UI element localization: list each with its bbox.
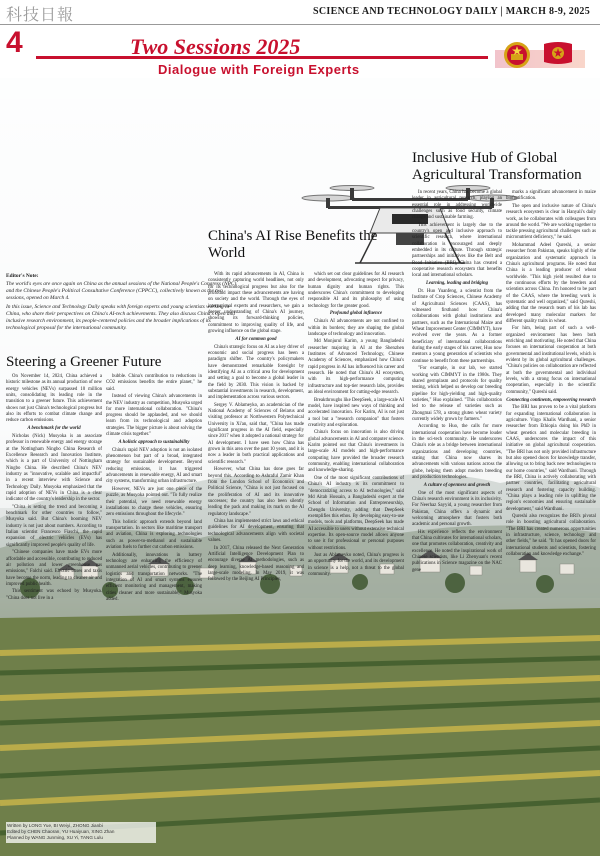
paragraph: However, what China has done goes far beyond this. According to Ashraful Zamir Khan from the London School of Economics and Political Science, "China is not just focused on the proliferation of AI and its innovative successes; the country has also been silently leading the pack and making its mark on the AI regulatory landscape." [208, 467, 304, 517]
paragraph: which set out clear guidelines for AI research and development, advocating respect for privacy, human dignity and human rights. This underscores China's commitment to developing responsible AI and its philosophy of using technology for the greater good. [308, 272, 404, 309]
credit-line: Written by LONG Yue, BI Weiyi, ZHONG Jianbi [7, 823, 103, 828]
publication-line: SCIENCE AND TECHNOLOGY DAILY | MARCH 8-9, 2025 [313, 6, 590, 17]
paragraph: China's focus on innovation is also driving global advancements in AI and computer science. Karim pointed out that China's investments in large-scale AI models and high-performance computing have provided the broader research community, enabling international collaboration and knowledge-sharing. [308, 430, 404, 474]
paragraph: "Chinese companies have made EVs more affordable and accessible, contributing to reduced air pollution and lower greenhouse gas emissions," Falchi said. Electric buses and taxis have become the norm, leading to cleaner air and improved public health. [6, 550, 102, 587]
article-ai-col-2 [308, 272, 404, 580]
subheading: Learning, leading and bridging [425, 281, 489, 287]
paragraph: China has implemented strict laws and ethical guidelines for AI development, ensuring that technological advancements align with societal values. [208, 519, 304, 544]
paragraph: marks a significant advancement in maize biofortification. [506, 190, 596, 202]
editors-note-paragraph: The world's eyes are once again on China as the annual sessions of the National People's Congress (NPC) and the Chinese People's Political Consultative Conference (CPPCC), collectively known as the two sessions, opened on March 4. [6, 281, 237, 302]
headline-china-ai-rise: China's AI Rise Benefits the World [208, 228, 378, 261]
paragraph: Qureshi also recognizes the BRI's pivotal role in boosting agricultural collaboration. "The BRI has created numerous opportunities in infrastructure, science, technology and other fields," he said. "It has opened doors for international students and scientists, fostering collaboration and knowledge exchange." [506, 514, 596, 558]
header-divider [0, 24, 600, 25]
paragraph: The open and inclusive nature of China's research ecosystem is clear in Hanyali's daily work, as he collaborates with colleagues from around the world. "We are working together to tackle pressing agricultural challenges such as micronutrient deficiency," he said. [506, 203, 596, 241]
paragraph: One of the most significant aspects of China's research environment is its inclusivity. For Neerhaz Sayyid, a young researcher from Pakistan, China offers a dynamic and welcoming atmosphere that fosters both academic and personal growth. [412, 490, 502, 528]
article-ai-col-1 [208, 272, 304, 585]
paragraph: China's rapid NEV adoption is not an isolated phenomenon but part of a broad, integrated strategy for sustainable development. Beyond reducing emissions, it has triggered advancements in renewable energy, AI and smart city systems, transforming urban infrastructure. [106, 447, 202, 485]
paragraph: In 2017, China released the Next Generation Artificial Intelligence Development Plan to encourage diverse AI methodologies, such as deep learning, knowledge-based reasoning and large-scale modeling. In May 2019, it was followed by the Beijing AI Principles, [208, 545, 304, 583]
paragraph: Nicholas (Nick) Musyoka is an associate professor in renewable energy and energy storage at the Nottingham Ningbo China Research of Excellence Research and Innovation Institute, which is a part of University of Nottingham Ningbo China. He described China's NEV industry as "innovative, scalable and impactful" in a recent interview with Science and Technology Daily. Musyoka emphasized that the rapid adoption of NEVs in China is a clear indicator of the country's leadership in the sector. [6, 433, 102, 503]
article-hub-col-1 [412, 190, 502, 575]
paragraph: His experience reflects the environment that China cultivates for international scholars, one that promotes collaboration, creativity and excellence. He noted the inspirational work of Chinese scientists, like Li Zhenyuan's recent publications in Science magazine on the NAC gene [412, 529, 502, 573]
article-hub-col-2 [506, 190, 596, 560]
paragraph: This achievement is largely due to the country's open and inclusive approach to scientific research, where international collaboration is encouraged and deeply embedded in its culture. Through strategic partnerships and initiatives like the Belt and Road Initiative (BRI), China has created a cooperative research ecosystem that benefits local and international scholars. [412, 222, 502, 279]
national-emblem-icon [502, 40, 532, 70]
subheading: Connecting continents, empowering research [506, 397, 596, 403]
article-greener-col-1 [6, 374, 102, 603]
paragraph: Additionally, innovations in battery technology are enhancing the efficiency of unmanned aerial vehicles, contributing to greener logistics and transportation networks. "The integration of AI and smart systems ensures efficient monitoring and management, making cities cleaner and more sustainable," Musyoka added. [106, 552, 202, 602]
credit-line: Planned by WANG Junming, XU Yi, TANG Lulu [7, 835, 103, 841]
subheading: AI for common good [235, 336, 277, 342]
paragraph: For him, being part of such a well-organized environment has been both enriching and motivating. He noted that China focuses on international cooperation at both governmental and institutional levels, which is evident by its global agricultural challenges. "China's policies on collaboration are reflected at both the governmental and individual levels, with a strong focus on international cooperation, especially in the scientific community," Qureshi said. [506, 326, 596, 395]
editors-note-label: Editor's Note: [6, 273, 39, 279]
paragraph: Dr. Huo Yuanfeng, a scientist from the Institute of Crop Sciences, Chinese Academy of Agricultural Sciences (CAAS), has witnessed firsthand how China's collaborations with global institutions and partners, such as the International Maize and Wheat Improvement Center (CIMMYT), have evolved over the years. As a former beneficiary of international collaborations during the early stages of his career, Huo now mentors a young generation of scientists who continue to benefit from these partnerships. [412, 289, 502, 364]
editors-note [6, 273, 238, 334]
page-number: 4 [6, 26, 23, 59]
paragraph: One of the most significant contributions of China's AI industry is its commitment to "democratizing access to AI technologies," said Md Aitab Hossain, a Bangladeshi expert at the School of Information and Entrepreneurship, Chengdu University, adding that DeepSeek exemplifies this ethos. By developing easy-to-use models, tools and platforms, DeepSeek has made AI accessible to users without extensive technical expertise. Its open-source model allows anyone to use it for professional or personal purposes without restrictions. [308, 475, 404, 551]
paragraph: Md Monjurul Karim, a young Bangladeshi researcher majoring in AI at the Shenzhen Institutes of Advanced Technology, Chinese Academy of Sciences, emphasized how China's rapid progress in AI has influenced his career and research. He noted that China's AI ecosystem, with its high-performance computing infrastructure and top-tier research labs, provides an ideal environment for cutting-edge research. [308, 339, 404, 396]
subheading: Profound global influence [329, 311, 383, 317]
masthead: 科技日報 [6, 5, 75, 24]
paragraph: China's AI advancements are not confined to within its borders; they are shaping the global landscape of technology and innovation. [308, 319, 404, 337]
paragraph: Mohammad Adeel Qureshi, a senior researcher from Pakistan, speaks highly of the organization and systematic approach in China's agricultural programs. He noted that China is a leading producer of wheat worldwide. "This high yield resulted due to the continuous efforts by the breeders and scientists across China. I'm honored to be part of the CAAS, where the breeding work is systematic and well organized," said Qureshi, adding that the research team of his lab has developed many molecular markers for different quality traits in wheat. [506, 243, 596, 324]
paragraph: On November 14, 2024, China achieved a historic milestone as its annual production of new energy vehicles (NEVs) surpassed 10 million units, consolidating its leading role in the transition to a greener future. This achievement shows not just China's technological progress but also its efforts to combat climate change and reduce carbon emissions. [6, 374, 102, 424]
headline-inclusive-hub: Inclusive Hub of Global Agricultural Transformation [412, 150, 582, 183]
editors-note-paragraph: In this issue, Science and Technology Daily speaks with foreign experts and young scientists working in China, who share their perspectives on China's AI-tech achievements. They also discuss China's open and inclusive research environment, its people-centered policies and the broader implications of its technological proposal for the international community. [6, 304, 235, 332]
paragraph: According to Huo, the calls for more international cooperation have become louder in the sci-tech community. He underscores China's role as a bridge between international organizations and developing countries, stating that China now shares its advancements with various nations across the globe, helping them adopt modern breeding and production technologies. [412, 424, 502, 480]
paragraph: "China is setting the trend and becoming a benchmark for other countries to follow," Musyoka said. But China's booming NEV industry is not just about numbers. According to Italian scientist Francesco Fiaschi, the rapid expansion of electric vehicles (EVs) has significantly improved people's quality of life. [6, 504, 102, 548]
subheading: A culture of openness and growth [423, 482, 491, 488]
paragraph: This holistic approach extends beyond land transportation. In sectors like maritime transport and aviation, China is exploring technologies such as power-to-methanol and sustainable aviation fuels to further cut carbon emissions. [106, 519, 202, 551]
paragraph: This sentiment was echoed by Musyoka. "China does not live in a [6, 589, 102, 601]
paragraph: However, NEVs are just one piece of the puzzle, as Musyoka pointed out. "To fully realize their potential, we need renewable energy installations to charge these vehicles, ensuring zero emissions throughout the lifecycle." [106, 486, 202, 518]
paragraph: With its rapid advancements in AI, China is consistently capturing world headlines, not only for its technological progress but also for the profound impact these advancements are having on society and the world. Through the eyes of international experts and researchers, we gain a deeper understanding of China's AI journey, showing its forward-thinking policies, commitment to improving quality of life, and growing influence on the global stage. [208, 272, 304, 334]
paragraph: bubble. China's contribution to reductions in CO2 emissions benefits the entire planet," he said. [106, 374, 202, 392]
paragraph: China's strategic focus on AI as a key driver of economic and social progress has been a paradigm shifter. The country's policymakers have demonstrated remarkable foresight by identifying AI as a critical area for development and setting a goal to become a global leader in the field by 2030. This vision is backed by substantial investments in research, development, and implementation across various sectors. [208, 344, 304, 401]
cppcc-emblem-icon [540, 40, 576, 70]
subheading: A benchmark for the world [27, 426, 81, 432]
article-greener-col-2 [106, 374, 202, 604]
credit-line: Edited by CHEN Chaoran, YU Huaiyuan, XING Zhan [7, 829, 115, 835]
paragraph: In recent years, China has become a global leader in agricultural research, playing an essential role in addressing worldwide challenges such as food security, climate change and sustainable farming. [412, 190, 502, 221]
paragraph: The BRI has proven to be a vital platform for expanding international collaboration in agriculture. Virgo Khalis Wardhani, a senior researcher from Ethiopia doing his PhD in wheat genetics and molecular breeding in CAAS, underscores the impact of this initiative on global agricultural cooperation. "The BRI has not only provided infrastructure but also opened doors for knowledge transfer, allowing us to bring back new technologies to our home countries," said Wardhani. Through the BRI, China is actively collaborating with partner countries, facilitating agricultural research and fostering capacity building. "China plays a leading role in uplifting the region's economies and ensuring sustainable development," said Wardhani. [506, 405, 596, 512]
paragraph: Just as Ablameyko noted, China's progress is an opportunity for the world, and its development in science is a help, not a threat to the global community. [308, 553, 404, 578]
paragraph: Sergey V. Ablameyko, an academician of the National Academy of Sciences of Belarus and visiting professor at Northwestern Polytechnical University in Xi'an, said that, "China has made significant progress in the AI field, especially since 2017 when it adopted a national strategy for AI development. I have seen how China has grown in this area over the past 10 years, and it is now a leader in both practical applications and scientific research." [208, 402, 304, 465]
section-title: Two Sessions 2025 [130, 34, 301, 59]
hero-photo [0, 78, 600, 856]
paragraph: Instead of viewing China's advancements in the NEV industry as competition, Musyoka urged for more international collaboration. "China's progress should be applauded, and we should learn from its technological and adoption strategies. The bigger picture is about solving the climate crisis together." [106, 394, 202, 438]
section-subtitle: Dialogue with Foreign Experts [158, 62, 360, 77]
paragraph: Breakthroughs like DeepSeek, a large-scale AI model, have inspired new ways of thinking and accelerated innovation. For Karim, AI is not just a tool but a "research companion" that fosters creativity and exploration. [308, 397, 404, 428]
headline-greener-future: Steering a Greener Future [6, 354, 162, 370]
paragraph: "For example, in our lab, we started working with CIMMYT in the 1980s. They shared germplasm and protocols for quality testing, which helped us develop our breeding pipeline for high-yielding and high-quality varieties," Huo explained. "This collaboration led to the release of varieties such as Zhongmai 578, a strong gluten wheat variety currently widely grown by farmers." [412, 366, 502, 422]
subheading: A holistic approach to sustainability [118, 439, 190, 445]
credits-box [6, 822, 156, 843]
